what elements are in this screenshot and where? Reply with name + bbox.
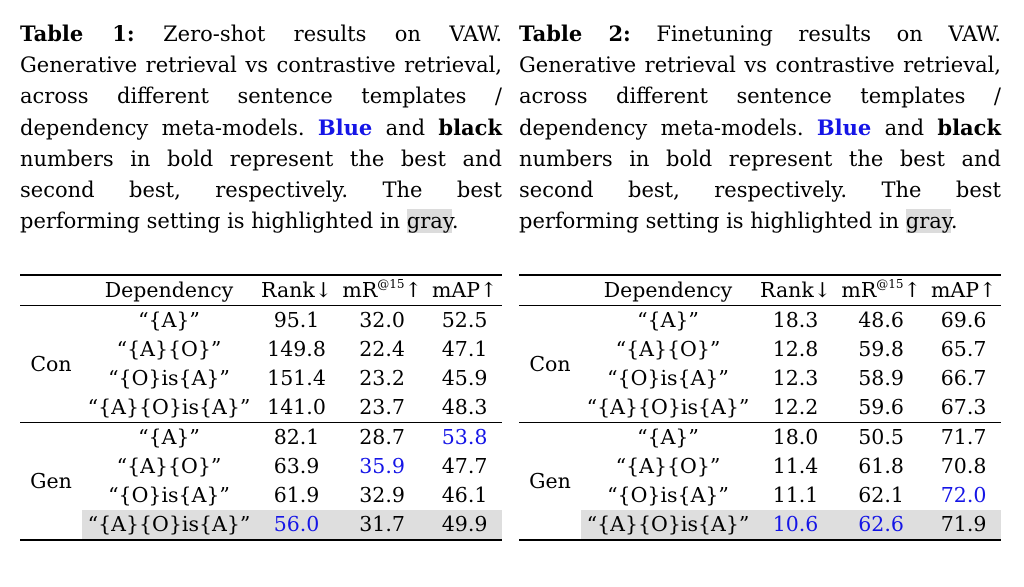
table-row xyxy=(20,364,502,393)
cell-rank: 141.0 xyxy=(267,395,326,419)
group-label: Con xyxy=(529,351,571,376)
cell-mr: 31.7 xyxy=(337,510,427,540)
header-map: mAP↑ xyxy=(930,278,997,302)
cell-map: 52.5 xyxy=(441,308,488,332)
cell-rank: 95.1 xyxy=(273,308,320,332)
caption-text: and xyxy=(884,116,925,140)
cell-dependency: “{O}is{A}” xyxy=(108,366,230,390)
table-row xyxy=(20,452,502,481)
table-row xyxy=(20,306,502,336)
header-rank: Rank↓ xyxy=(760,278,831,302)
header-dependency: Dependency xyxy=(603,278,733,302)
cell-mr: 59.8 xyxy=(858,337,904,361)
cell-mr: 59.6 xyxy=(858,395,904,419)
cell-mr: 50.5 xyxy=(858,425,904,449)
table-row xyxy=(519,481,1001,510)
cell-map: 66.7 xyxy=(940,366,987,390)
cell-dependency: “{A}” xyxy=(138,308,200,332)
cell-dependency: “{A}{O}” xyxy=(116,337,222,361)
cell-map: 72.0 xyxy=(940,483,987,507)
header-mr xyxy=(836,275,926,306)
header-rank: Rank↓ xyxy=(261,278,332,302)
cell-map: 46.1 xyxy=(441,483,488,507)
cell-rank: 11.1 xyxy=(772,483,819,507)
cell-dependency: “{A}{O}” xyxy=(116,454,222,478)
caption-black-word: black xyxy=(937,115,1001,140)
header-dependency: Dependency xyxy=(104,278,234,302)
table-2-caption xyxy=(519,18,1001,246)
cell-rank: 63.9 xyxy=(273,454,320,478)
cell-mr: 32.0 xyxy=(359,308,405,332)
cell-map: 67.3 xyxy=(940,395,987,419)
cell-map: 49.9 xyxy=(427,510,502,540)
cell-mr: 22.4 xyxy=(359,337,405,361)
header-mr-label: mR xyxy=(342,278,378,302)
cell-dependency: “{O}is{A}” xyxy=(607,366,729,390)
cell-mr: 32.9 xyxy=(359,483,405,507)
cell-rank: 56.0 xyxy=(256,510,337,540)
table-1-caption xyxy=(20,18,502,246)
cell-mr: 23.2 xyxy=(359,366,405,390)
cell-rank: 10.6 xyxy=(755,510,836,540)
cell-mr: 23.7 xyxy=(359,395,405,419)
table-row xyxy=(519,423,1001,453)
caption-period: . xyxy=(451,209,459,233)
caption-gray-word: gray xyxy=(406,209,452,233)
group-label: Gen xyxy=(529,468,571,493)
cell-map: 71.7 xyxy=(940,425,987,449)
table-row xyxy=(519,393,1001,423)
table-1-panel xyxy=(20,18,502,536)
group-label: Gen xyxy=(30,468,72,493)
caption-text: and xyxy=(385,116,426,140)
header-map: mAP↑ xyxy=(431,278,498,302)
header-mr-arrow: ↑ xyxy=(903,278,921,302)
table-row xyxy=(519,452,1001,481)
cell-rank: 149.8 xyxy=(267,337,326,361)
caption-gray-word: gray xyxy=(905,209,951,233)
cell-rank: 151.4 xyxy=(267,366,326,390)
cell-dependency: “{A}” xyxy=(637,425,699,449)
header-mr-sup: @15 xyxy=(377,277,405,291)
cell-mr: 48.6 xyxy=(858,308,904,332)
cell-map: 48.3 xyxy=(441,395,488,419)
header-mr xyxy=(337,275,427,306)
cell-dependency: “{A}” xyxy=(637,308,699,332)
table-2 xyxy=(519,274,1001,541)
cell-dependency: “{O}is{A}” xyxy=(607,483,729,507)
cell-mr: 35.9 xyxy=(359,454,405,478)
table-row xyxy=(519,335,1001,364)
cell-rank: 12.3 xyxy=(772,366,819,390)
table-row xyxy=(519,306,1001,336)
cell-rank: 18.3 xyxy=(772,308,819,332)
cell-rank: 61.9 xyxy=(273,483,320,507)
table-row xyxy=(20,481,502,510)
caption-label: Table 1: xyxy=(20,21,135,46)
table-header-row xyxy=(20,275,502,306)
table-1 xyxy=(20,274,502,541)
table-row xyxy=(20,423,502,453)
caption-text: Finetuning results on VAW. Generative retrieval vs contrastive retrieval, across different sentence templates / dependency meta-models. xyxy=(519,22,1002,140)
cell-map: 70.8 xyxy=(940,454,987,478)
caption-blue-word: Blue xyxy=(317,115,373,140)
caption-black-word: black xyxy=(438,115,502,140)
cell-map: 69.6 xyxy=(940,308,987,332)
cell-mr: 62.6 xyxy=(836,510,926,540)
cell-rank: 82.1 xyxy=(273,425,320,449)
cell-map: 71.9 xyxy=(926,510,1001,540)
table-row xyxy=(20,393,502,423)
caption-period: . xyxy=(950,209,958,233)
cell-mr: 58.9 xyxy=(858,366,904,390)
table-row xyxy=(20,335,502,364)
cell-dependency: “{A}{O}is{A}” xyxy=(581,510,755,540)
cell-dependency: “{A}” xyxy=(138,425,200,449)
cell-rank: 12.2 xyxy=(772,395,819,419)
cell-rank: 18.0 xyxy=(772,425,819,449)
cell-mr: 62.1 xyxy=(858,483,904,507)
table-body-gen xyxy=(20,423,502,541)
group-label: Con xyxy=(30,351,72,376)
cell-dependency: “{A}{O}” xyxy=(615,454,721,478)
cell-dependency: “{O}is{A}” xyxy=(108,483,230,507)
caption-text: numbers in bold represent the best and second best, respectively. The best performing setting is highlighted in xyxy=(519,147,1001,233)
table-2-panel xyxy=(519,18,1002,536)
cell-mr: 61.8 xyxy=(858,454,904,478)
cell-dependency: “{A}{O}is{A}” xyxy=(82,510,256,540)
table-row-highlighted xyxy=(519,510,1001,540)
cell-rank: 12.8 xyxy=(772,337,819,361)
cell-map: 65.7 xyxy=(940,337,987,361)
table-body-con xyxy=(20,306,502,423)
cell-dependency: “{A}{O}is{A}” xyxy=(87,395,251,419)
cell-dependency: “{A}{O}” xyxy=(615,337,721,361)
table-body-con xyxy=(519,306,1001,423)
cell-map: 47.7 xyxy=(441,454,488,478)
cell-mr: 28.7 xyxy=(359,425,405,449)
cell-map: 53.8 xyxy=(441,425,488,449)
cell-map: 45.9 xyxy=(441,366,488,390)
caption-text: Zero-shot results on VAW. Generative retrieval vs contrastive retrieval, across different sentence templates / dependency meta-models. xyxy=(20,22,502,140)
cell-dependency: “{A}{O}is{A}” xyxy=(586,395,750,419)
table-body-gen xyxy=(519,423,1001,541)
caption-text: numbers in bold represent the best and second best, respectively. The best performing setting is highlighted in xyxy=(20,147,502,233)
header-mr-label: mR xyxy=(841,278,877,302)
cell-map: 47.1 xyxy=(441,337,488,361)
caption-label: Table 2: xyxy=(519,21,631,46)
header-group xyxy=(20,275,82,306)
caption-blue-word: Blue xyxy=(816,115,872,140)
cell-rank: 11.4 xyxy=(772,454,819,478)
header-mr-sup: @15 xyxy=(876,277,904,291)
table-header-row xyxy=(519,275,1001,306)
table-row-highlighted xyxy=(20,510,502,540)
header-mr-arrow: ↑ xyxy=(404,278,422,302)
header-group xyxy=(519,275,581,306)
table-row xyxy=(519,364,1001,393)
